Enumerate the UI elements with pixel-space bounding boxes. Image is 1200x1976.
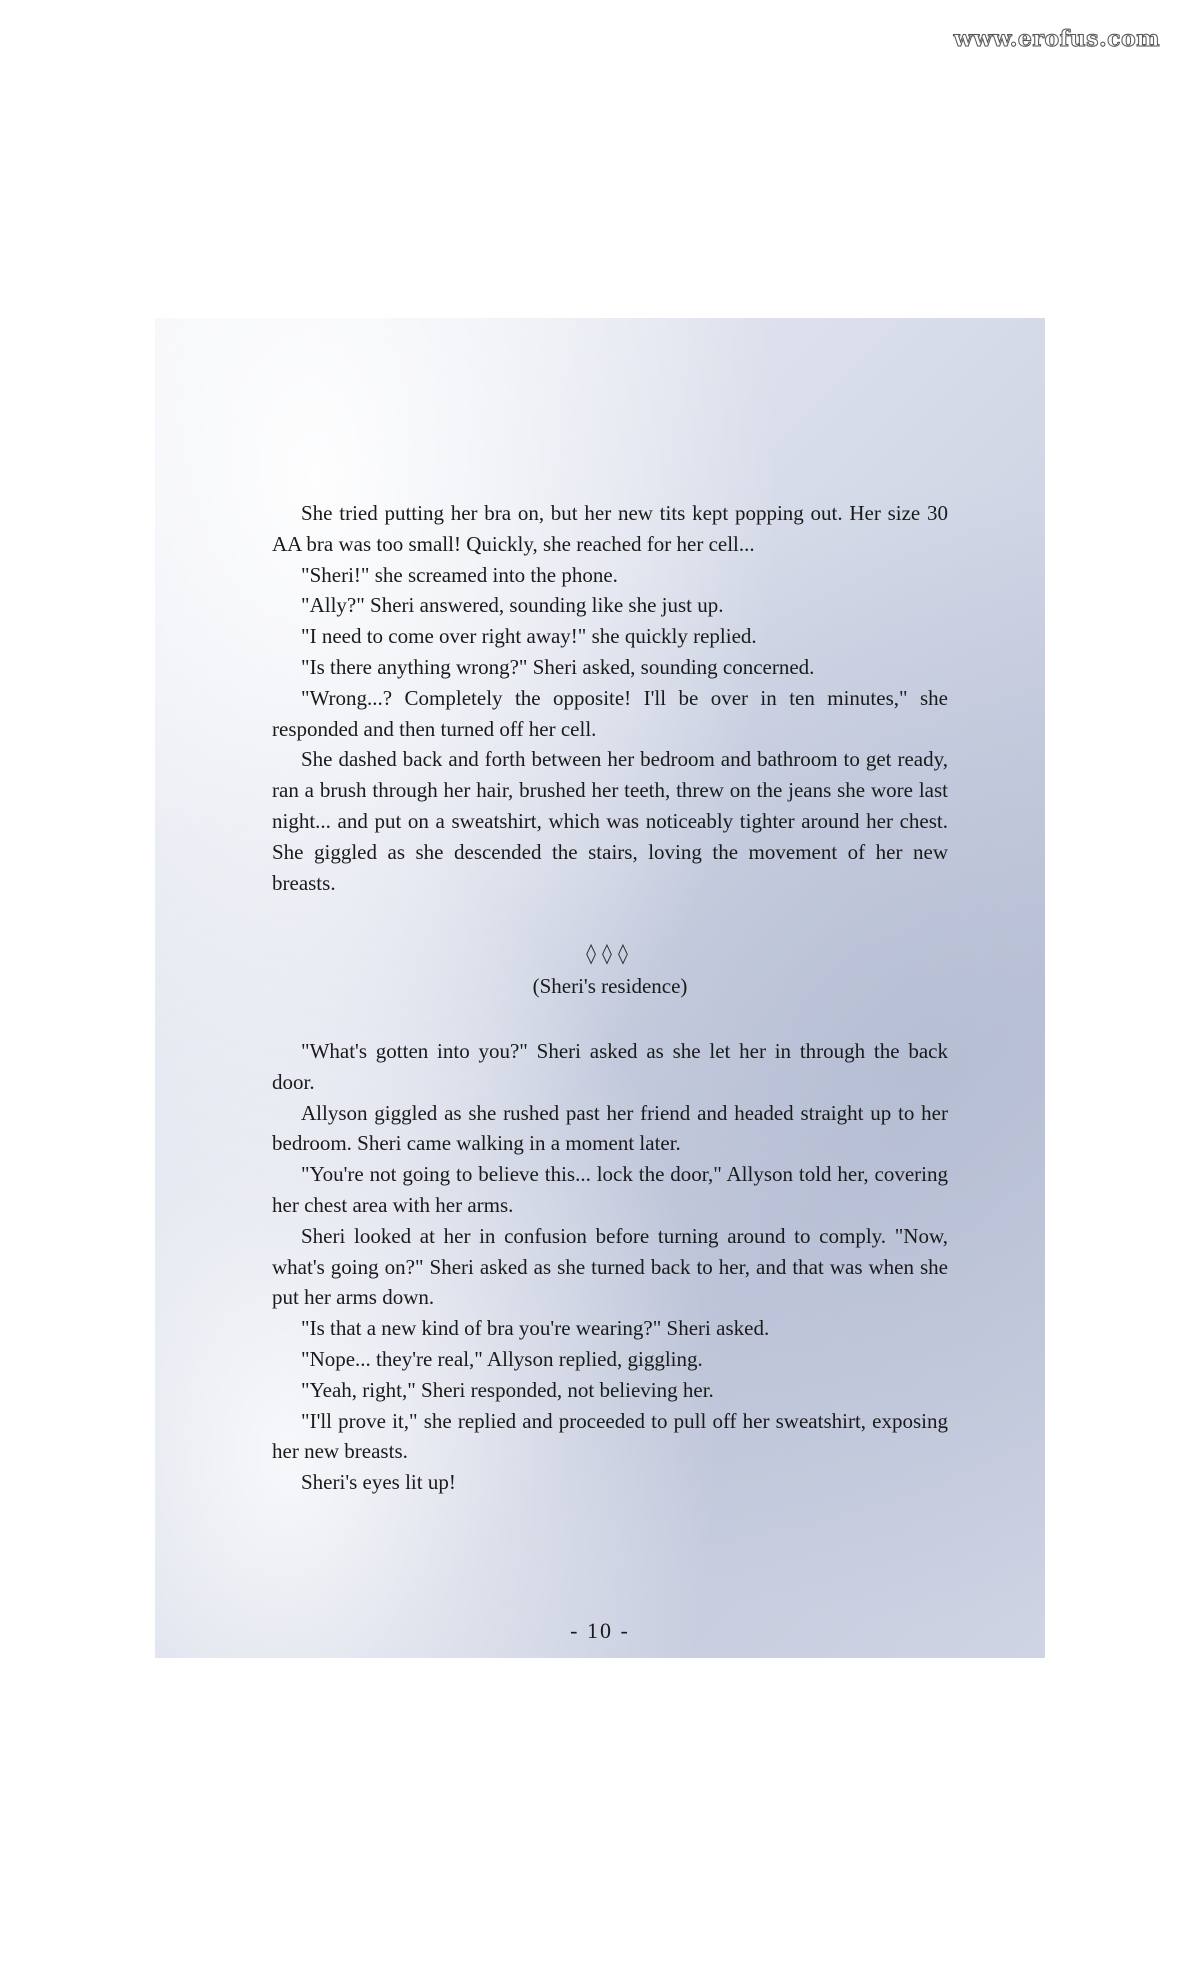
paragraph: Sheri looked at her in confusion before turning around to comply. "Now, what's going on?" Sheri asked as she turned back to her, and that was when she put her arms down. <box>272 1223 948 1310</box>
paragraph: She dashed back and forth between her bedroom and bathroom to get ready, ran a brush through her hair, brushed her teeth, threw on the jeans she wore last night... and put on a sweatshirt, which was noticeably tighter around her chest. She giggled as she descended the stairs, loving the movement of her new breasts. <box>272 747 948 895</box>
paragraph: Allyson giggled as she rushed past her friend and headed straight up to her bedroom. Sheri came walking in a moment later. <box>272 1100 948 1156</box>
book-page <box>155 318 1045 1658</box>
page-text <box>272 498 948 1498</box>
paragraph: "I need to come over right away!" she quickly replied. <box>301 624 757 649</box>
scene-separator: ◊◊◊ <box>586 941 634 966</box>
paragraph: "Yeah, right," Sheri responded, not believing her. <box>301 1377 714 1402</box>
paragraph: "You're not going to believe this... lock the door," Allyson told her, covering her chest area with her arms. <box>272 1162 948 1217</box>
paragraph: She tried putting her bra on, but her new tits kept popping out. Her size 30 AA bra was too small! Quickly, she reached for her cell... <box>272 501 948 556</box>
paragraph: "Is there anything wrong?" Sheri asked, sounding concerned. <box>301 654 815 679</box>
page-number: - 10 - <box>570 1618 630 1643</box>
paragraph: "Is that a new kind of bra you're wearing?" Sheri asked. <box>301 1316 770 1341</box>
paragraph: "I'll prove it," she replied and proceeded to pull off her sweatshirt, exposing her new breasts. <box>272 1408 948 1464</box>
paragraph: "Nope... they're real," Allyson replied, giggling. <box>301 1346 703 1371</box>
paragraph: "Wrong...? Completely the opposite! I'll be over in ten minutes," she responded and then turned off her cell. <box>272 685 948 741</box>
scene-location: (Sheri's residence) <box>532 974 688 999</box>
paragraph: "What's gotten into you?" Sheri asked as she let her in through the back door. <box>272 1038 948 1094</box>
paragraph: Sheri's eyes lit up! <box>301 1470 456 1495</box>
paragraph: "Sheri!" she screamed into the phone. <box>301 562 618 587</box>
paragraph: "Ally?" Sheri answered, sounding like she just up. <box>301 593 724 618</box>
site-watermark: www.erofus.com <box>953 26 1160 52</box>
